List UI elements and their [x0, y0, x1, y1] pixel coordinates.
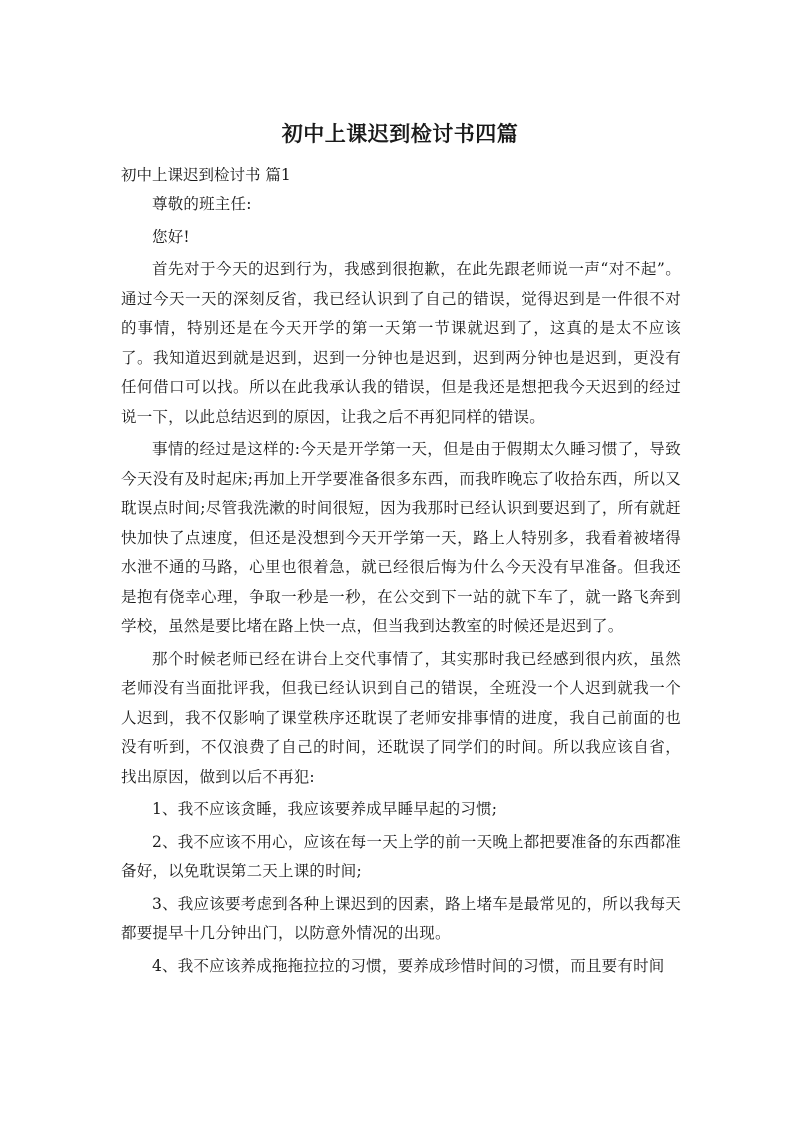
document-title: 初中上课迟到检讨书四篇	[281, 122, 519, 146]
list-item: 2、我不应该不用心，应该在每一天上学的前一天晚上都把要准备的东西都准备好，以免耽误第二天上课的时间;	[121, 832, 681, 880]
list-item: 3、我应该要考虑到各种上课迟到的因素，路上堵车是最常见的，所以我每天都要提早十几分钟出门，以防意外情况的出现。	[121, 894, 681, 942]
list-item: 4、我不应该养成拖拖拉拉的习惯，要养成珍惜时间的习惯，而且要有时间	[152, 956, 665, 975]
body-paragraph: 首先对于今天的迟到行为，我感到很抱歉，在此先跟老师说一声“对不起”。通过今天一天的深刻反省，我已经认识到了自己的错误，觉得迟到是一件很不对的事情，特别还是在今天开学的第一天第一节课就迟到了，这真的是太不应该了。我知道迟到就是迟到，迟到一分钟也是迟到，迟到两分钟也是迟到，更没有任何借口可以找。所以在此我承认我的错误，但是我还是想把我今天迟到的经过说一下，以此总结迟到的原因，让我之后不再犯同样的错误。	[121, 260, 681, 426]
section-heading: 初中上课迟到检讨书 篇1	[121, 166, 291, 184]
document-body	[121, 190, 681, 984]
salutation: 尊敬的班主任:	[152, 195, 252, 213]
body-paragraph: 那个时候老师已经在讲台上交代事情了，其实那时我已经感到很内疚，虽然老师没有当面批评我，但我已经认识到自己的错误，全班没一个人迟到就我一个人迟到，我不仅影响了课堂秩序还耽误了老师安排事情的进度，我自己前面的也没有听到，不仅浪费了自己的时间，还耽误了同学们的时间。所以我应该自省，找出原因，做到以后不再犯:	[121, 649, 681, 786]
body-paragraph: 事情的经过是这样的:今天是开学第一天，但是由于假期太久睡习惯了，导致今天没有及时起床;再加上开学要准备很多东西，而我昨晚忘了收拾东西，所以又耽误点时间;尽管我洗漱的时间很短，因为我那时已经认识到要迟到了，所有就赶快加快了点速度，但还是没想到今天开学第一天，路上人特别多，我看着被堵得水泄不通的马路，心里也很着急，就已经很后悔为什么今天没有早准备。但我还是抱有侥幸心理，争取一秒是一秒，在公交到下一站的就下车了，就一路飞奔到学校，虽然是要比堵在路上快一点，但当我到达教室的时候还是迟到了。	[121, 440, 681, 635]
list-item: 1、我不应该贪睡，我应该要养成早睡早起的习惯;	[152, 800, 498, 818]
greeting: 您好!	[152, 227, 190, 246]
